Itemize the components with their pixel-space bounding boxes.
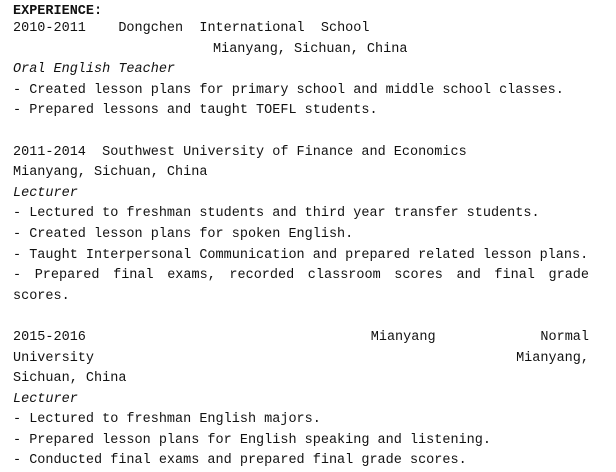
job-duty: - Prepared final exams, recorded classroom scores and final grade scores.: [13, 268, 589, 304]
job-location: Mianyang, Sichuan, China: [213, 41, 408, 57]
job-years: 2011-2014: [13, 144, 86, 160]
job-location: Mianyang, Sichuan, China: [13, 165, 208, 181]
job-institution: Dongchen International School: [118, 21, 370, 36]
job-institution-part: University: [13, 350, 95, 366]
job-years: 2010-2011: [13, 21, 86, 36]
job-duty: - Taught Interpersonal Communication and prepared related lesson plans.: [13, 247, 589, 263]
job-duty: - Prepared lesson plans for English speaking and listening.: [13, 432, 491, 448]
job-institution-part: Normal: [540, 329, 589, 345]
job-duty: - Conducted final exams and prepared final grade scores.: [13, 453, 467, 469]
job-duty: - Created lesson plans for primary school and middle school classes.: [13, 82, 564, 98]
job-institution: Southwest University of Finance and Economics: [102, 144, 467, 160]
job-duty: - Prepared lessons and taught TOEFL students.: [13, 103, 378, 119]
job-role: Lecturer: [13, 185, 78, 201]
job-entry-2: [13, 143, 589, 308]
resume-experience-section: [13, 4, 589, 472]
job-role: Oral English Teacher: [13, 62, 176, 78]
job-location-part: Mianyang,: [516, 350, 589, 366]
spacer: [13, 307, 589, 328]
job-duty: - Lectured to freshman English majors.: [13, 412, 321, 428]
section-heading: EXPERIENCE:: [13, 4, 103, 19]
job-duty: - Created lesson plans for spoken English.: [13, 226, 354, 242]
job-header-continued: [13, 349, 589, 370]
job-role: Lecturer: [13, 391, 78, 407]
job-entry-1: [13, 19, 589, 122]
job-entry-3: [13, 328, 589, 472]
job-location: Sichuan, China: [13, 371, 127, 387]
job-header: [13, 143, 589, 164]
job-years: 2015-2016: [13, 329, 86, 345]
job-header: [13, 19, 589, 40]
spacer: [13, 122, 589, 143]
job-institution-part: Mianyang: [370, 329, 436, 345]
job-header: [13, 328, 589, 349]
job-duty: - Lectured to freshman students and third year transfer students.: [13, 206, 540, 222]
